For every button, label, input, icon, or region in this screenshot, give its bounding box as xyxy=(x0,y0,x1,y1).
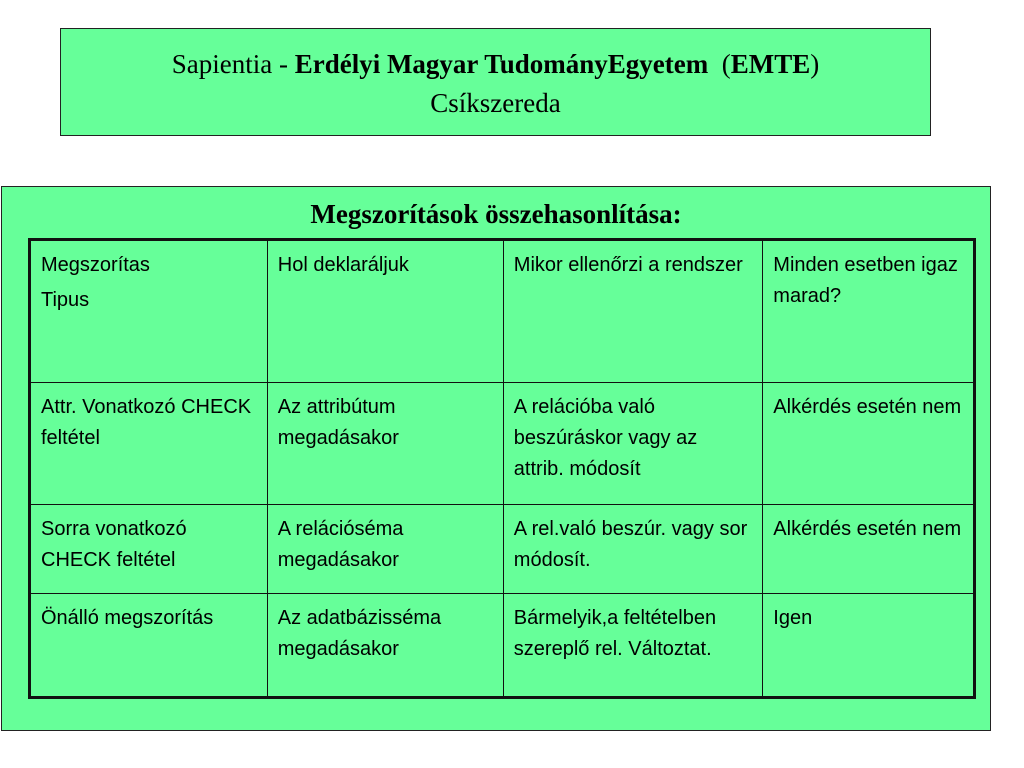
cell-when: A rel.való beszúr. vagy sor módosít. xyxy=(503,505,762,594)
header-cell-when: Mikor ellenőrzi a rendszer xyxy=(503,240,762,383)
header-cell-type xyxy=(30,240,268,383)
title-prefix: Sapientia - xyxy=(171,49,295,79)
header-cell-type-line2: Tipus xyxy=(41,289,90,311)
cell-type: Sorra vonatkozó CHECK feltétel xyxy=(30,505,268,594)
cell-always: Alkérdés esetén nem xyxy=(763,383,975,505)
header-cell-type-line1: Megszorítas xyxy=(41,254,150,276)
cell-when: A relációba való beszúráskor vagy az attrib. módosít xyxy=(503,383,762,505)
cell-always: Igen xyxy=(763,594,975,698)
title-acronym-close: ) xyxy=(810,49,820,79)
cell-always: Alkérdés esetén nem xyxy=(763,505,975,594)
content-panel xyxy=(1,186,991,731)
table-row xyxy=(30,383,975,505)
cell-where: Az adatbázisséma megadásakor xyxy=(267,594,503,698)
cell-where: Az attribútum megadásakor xyxy=(267,383,503,505)
comparison-table xyxy=(28,238,976,699)
title-city: Csíkszereda xyxy=(430,88,561,118)
table-row xyxy=(30,505,975,594)
cell-type: Önálló megszorítás xyxy=(30,594,268,698)
section-title: Megszorítások összehasonlítása: xyxy=(310,199,682,229)
title-banner xyxy=(60,28,931,136)
table-row xyxy=(30,594,975,698)
cell-type: Attr. Vonatkozó CHECK feltétel xyxy=(30,383,268,505)
cell-when: Bármelyik,a feltételben szereplő rel. Változtat. xyxy=(503,594,762,698)
cell-where: A relációséma megadásakor xyxy=(267,505,503,594)
header-cell-always: Minden esetben igaz marad? xyxy=(763,240,975,383)
title-line xyxy=(61,49,930,80)
header-cell-where: Hol deklaráljuk xyxy=(267,240,503,383)
title-acronym-open: ( xyxy=(721,49,731,79)
table-header-row xyxy=(30,240,975,383)
title-acronym: EMTE xyxy=(730,49,811,79)
title-institution: Erdélyi Magyar TudományEgyetem xyxy=(294,49,709,79)
